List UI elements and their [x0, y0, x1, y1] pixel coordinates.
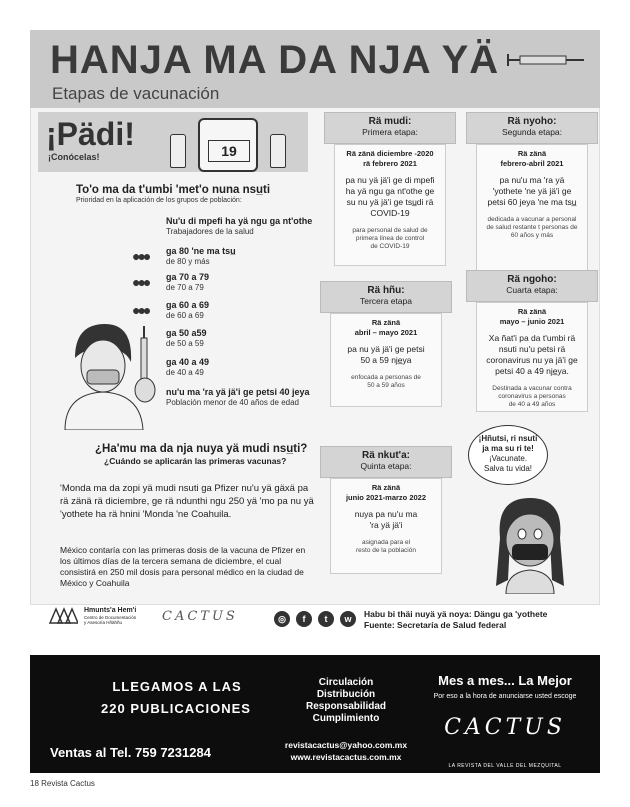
stage-4-body — [476, 302, 588, 412]
source-otomi: Habu bi thäi nuyä yä noya: Dängu ga 'yothete — [364, 609, 548, 619]
stage-4-header — [466, 270, 598, 302]
whatsapp-icon[interactable]: w — [340, 611, 356, 627]
stage-2-body — [476, 144, 588, 274]
stage-sub: Segunda etapa: — [501, 127, 563, 137]
stage-title: Rä nkut'a: — [362, 450, 410, 461]
stage-sub: Quinta etapa: — [360, 461, 412, 471]
ad-value: Cumplimiento — [312, 713, 380, 724]
bubble-line: ¡Vacunate. — [488, 454, 528, 463]
ad-value: Responsabilidad — [305, 701, 386, 712]
stage-note: dedicada a vacunar a personal de salud restante t personas de 60 años y más — [486, 216, 578, 239]
stage-note: enfocada a personas de 50 a 59 años — [351, 374, 421, 389]
stage-date: Rä zänä abril – mayo 2021 — [354, 318, 418, 337]
stage-3-body — [330, 313, 442, 407]
cactus-logo: CACTUS — [162, 609, 238, 624]
priority-row-sub: de 40 a 49 — [166, 368, 204, 377]
girl-with-mask-illustration — [488, 490, 572, 594]
stage-note: asignada para el resto de la población — [356, 539, 416, 554]
stage-3-header — [320, 281, 452, 313]
ad-value: Distribución — [316, 689, 376, 700]
page-number: 18 Revista Cactus — [30, 779, 95, 788]
syringe-icon — [506, 50, 586, 70]
source-spanish: Fuente: Secretaría de Salud federal — [364, 620, 507, 630]
twitter-icon[interactable]: t — [318, 611, 334, 627]
small-vial-icon — [270, 134, 286, 168]
stage-note: para personal de salud de primera línea de control de COVID-19 — [352, 227, 428, 250]
stage-description: pa nu'u ma 'ra yä 'yothete 'ne yä jä'i ge petsi 60 jeya 'ne ma tsu̲ — [487, 175, 577, 207]
vaccine-vial-icon — [198, 118, 258, 172]
stage-note: Destinada a vacunar contra coronavirus a personas de 40 a 49 años — [492, 385, 572, 408]
priority-row-title: ga 80 'ne ma tsu̲ — [166, 246, 236, 256]
priority-row-sub: de 70 a 79 — [166, 283, 204, 292]
stage-description: Xa ñat'i pa da t'umbi rä nsuti nu'u petsi rä coronavirus nu ya jä'i ge petsi 40 a 49 nje̲ya. — [486, 333, 578, 376]
org-name: Hmunts'a Hem'i — [84, 607, 137, 614]
stage-sub: Primera etapa: — [362, 127, 418, 137]
padi-subtitle: ¡Conócelas! — [48, 152, 100, 162]
ad-website[interactable]: www.revistacactus.com.mx — [290, 752, 402, 762]
priority-row-sub: de 60 a 69 — [166, 311, 204, 320]
ad-contact — [266, 739, 426, 763]
people-group-icon: ●●● — [132, 274, 149, 290]
stage-sub: Cuarta etapa: — [506, 285, 558, 295]
ad-phone: Ventas al Tel. 759 7231284 — [50, 745, 211, 760]
priority-row-title: ga 50 a59 — [166, 328, 207, 338]
people-group-icon: ●●● — [132, 302, 149, 318]
stage-title: Rä nyoho: — [507, 116, 557, 127]
stage-date: Rä zänä mayo – junio 2021 — [499, 307, 565, 326]
priority-row-sub: de 80 y más — [166, 257, 210, 266]
ad-cactus-logo: CACTUS — [444, 715, 566, 740]
stage-1-body — [334, 144, 446, 266]
stage-date: Rä zänä febrero-abril 2021 — [500, 149, 564, 168]
stage-date: Rä zänä diciembre -2020 rä febrero 2021 — [346, 149, 434, 168]
priority-row-sub: de 50 a 59 — [166, 339, 204, 348]
stage-sub: Tercera etapa — [360, 296, 412, 306]
spanish-paragraph: México contaría con las primeras dosis de la vacuna de Pfizer en los últimos días de la tercera semana de diciembre, el cual consistirá en 250 mil dosis para personal médico en la ciudad de México y Coahuila — [60, 545, 306, 588]
stage-description: pa nu yä jä'i ge petsi 50 a 59 nje̲ya — [347, 344, 425, 365]
page-subtitle: Etapas de vacunación — [52, 84, 220, 103]
question-subtitle: ¿Cuándo se aplicarán las primeras vacunas? — [104, 456, 287, 466]
facebook-icon[interactable]: f — [296, 611, 312, 627]
advertisement-banner — [30, 655, 600, 773]
ad-email[interactable]: revistacactus@yahoo.com.mx — [284, 740, 408, 750]
priority-health-title: Nu'u di mpefi ha yä ngu ga nt'othe — [166, 216, 313, 226]
bubble-line: ja ma su ri te! — [482, 444, 534, 453]
stage-5-body — [330, 478, 442, 574]
ad-headline-2: 220 PUBLICACIONES — [101, 701, 251, 716]
ad-values — [266, 677, 426, 725]
stage-title: Rä hñu: — [367, 285, 405, 296]
priority-row-title: ga 40 a 49 — [166, 357, 210, 367]
padi-title: ¡Pädi! — [46, 116, 135, 152]
padi-banner — [38, 112, 308, 172]
stage-title: Rä ngoho: — [507, 274, 557, 285]
nurse-illustration — [55, 318, 165, 430]
page-title: HANJA MA DA NJA YÄ — [50, 38, 500, 82]
org-logo-icon — [48, 605, 78, 625]
org-subtitle: Centro de Documentación y Asesoría Hñähñu — [84, 615, 137, 625]
ad-tagline: LA REVISTA DEL VALLE DEL MEZQUITAL — [448, 763, 562, 769]
stage-2-header — [466, 112, 598, 144]
stage-1-header — [324, 112, 456, 144]
question-title: ¿Ha'mu ma da nja nuya yä mudi nsu̲ti? — [95, 443, 308, 455]
stage-title: Rä mudi: — [368, 116, 412, 127]
instagram-icon[interactable]: ◎ — [274, 611, 290, 627]
priority-last-title: nu'u ma 'ra yä jä'i ge petsi 40 jeya — [166, 387, 310, 397]
vial-label: 19 — [208, 140, 250, 162]
stage-date: Rä zänä junio 2021-marzo 2022 — [345, 483, 427, 502]
bubble-line: ¡Hñutsi, ri nsuti — [478, 434, 538, 443]
people-group-icon: ●●● — [132, 248, 149, 264]
header-banner — [30, 30, 600, 108]
footer-strip — [30, 603, 600, 639]
priority-row-title: ga 70 a 79 — [166, 272, 210, 282]
otomi-paragraph: 'Monda ma da zopi yä mudi nsuti ga Pfizer nu'u yä gäxä pa rä zänä rä diciembre, ge rä ndunthi ngu 250 yä 'mo pa nu yä 'yothete ha rä hnini 'Monda 'ne Coahuila. — [60, 483, 314, 520]
priority-last-sub: Población menor de 40 años de edad — [166, 398, 299, 407]
priority-subtitle: Prioridad en la aplicación de los grupos de población: — [76, 197, 242, 204]
stage-description: pa nu yä jä'i ge di mpefi ha yä ngu ga nt'othe ge su nu yä jä'i ge tsu̲di rä COVID-19 — [345, 175, 435, 218]
priority-health-sub: Trabajadores de la salud — [166, 227, 254, 236]
priority-title: To'o ma da t'umbi 'met'o nuna nsu̲ti — [76, 184, 271, 196]
ad-slogan-sub: Por eso a la hora de anunciarse usted escoge — [433, 693, 577, 700]
stage-5-header — [320, 446, 452, 478]
stage-description: nuya pa nu'u ma 'ra yä jä'i — [354, 509, 418, 530]
small-vial-icon — [170, 134, 186, 168]
priority-row-title: ga 60 a 69 — [166, 300, 210, 310]
ad-slogan: Mes a mes... La Mejor — [438, 673, 572, 688]
speech-bubble — [468, 425, 548, 485]
ad-value: Circulación — [318, 677, 374, 688]
ad-headline-1: LLEGAMOS A LAS — [112, 679, 242, 694]
bubble-line: Salva tu vida! — [483, 464, 533, 473]
